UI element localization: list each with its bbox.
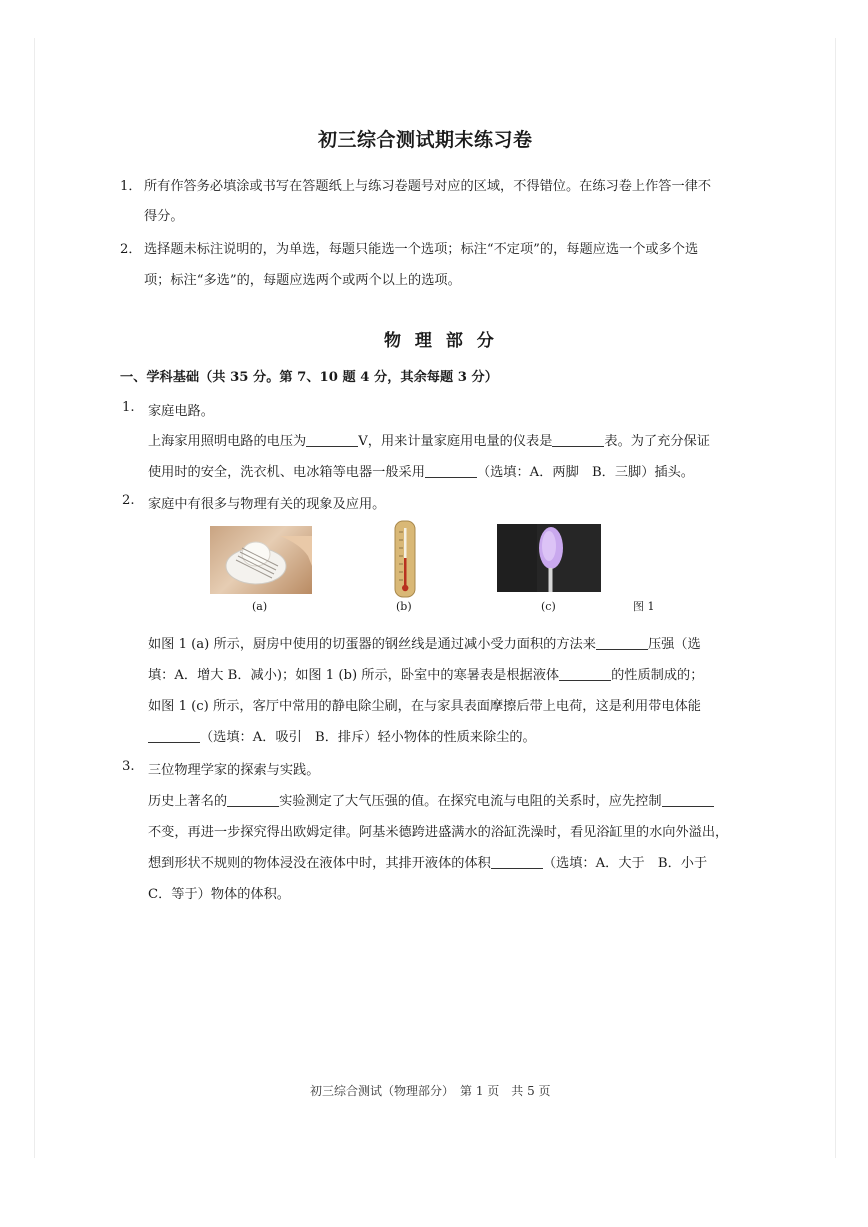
q1-text: （选填：A．两脚 B．三脚）插头。 [476,465,694,480]
note-2-line-2: 项；标注“多选”的，每题应选两个或两个以上的选项。 [144,273,461,288]
question-1-title: 家庭电路。 [148,404,214,419]
q2-text: 压强（选 [647,637,701,652]
question-3-line-1 [148,790,714,809]
dust-brush-photo [497,524,601,592]
question-2-line-4 [148,726,536,745]
q3-text: 想到形状不规则的物体浸没在液体中时，其排开液体的体积 [148,856,491,871]
question-1-number: 1. [122,400,135,415]
section-title: 物 理 部 分 [384,331,494,351]
question-2-number: 2. [122,493,135,508]
figure-label: 图 1 [633,600,655,613]
note-1-number: 1． [120,179,142,194]
question-3-title: 三位物理学家的探索与实践。 [148,763,320,778]
q1-text: 表。为了充分保证 [604,434,710,449]
page-footer: 初三综合测试（物理部分） 第 1 页 共 5 页 [310,1084,551,1098]
note-1-line-1: 所有作答务必填涂或书写在答题纸上与练习卷题号对应的区域，不得错位。在练习卷上作答一律不 [144,179,712,194]
note-2-number: 2． [120,242,142,257]
egg-slicer-photo [210,526,312,594]
caption-c: (c) [541,600,556,613]
answer-blank[interactable] [148,728,200,743]
q2-text: 的性质制成的； [611,668,704,683]
caption-b: (b) [396,600,412,613]
answer-blank[interactable] [491,854,543,869]
question-3-line-2: 不变，再进一步探究得出欧姆定律。阿基米德跨进盛满水的浴缸洗澡时，看见浴缸里的水向外溢出， [148,825,729,840]
question-2-line-3: 如图 1 (c) 所示，客厅中常用的静电除尘刷，在与家具表面摩擦后带上电荷，这是利用带电体能 [148,699,701,714]
question-2-title: 家庭中有很多与物理有关的现象及应用。 [148,497,386,512]
answer-blank[interactable] [227,792,279,807]
q1-text: V，用来计量家庭用电量的仪表是 [358,434,553,449]
page-frame [34,38,836,1158]
answer-blank[interactable] [596,635,648,650]
q2-text: 填：A．增大 B．减小)；如图 1 (b) 所示，卧室中的寒暑表是根据液体 [148,668,560,683]
q3-text: （选填：A．大于 B．小于 [542,856,708,871]
page-title: 初三综合测试期末练习卷 [318,129,533,151]
question-1-line-1 [148,430,710,449]
note-2-line-1: 选择题未标注说明的，为单选，每题只能选一个选项；标注“不定项”的，每题应选一个或多个选 [144,242,699,257]
q2-text: 如图 1 (a) 所示，厨房中使用的切蛋器的钢丝线是通过减小受力面积的方法来 [148,637,596,652]
answer-blank[interactable] [662,792,714,807]
answer-blank[interactable] [425,463,477,478]
q3-text: 历史上著名的 [148,794,228,809]
q1-text: 使用时的安全，洗衣机、电冰箱等电器一般采用 [148,465,425,480]
question-3-number: 3. [122,759,135,774]
q1-text: 上海家用照明电路的电压为 [148,434,307,449]
caption-a: (a) [252,600,268,613]
thermometer-photo [394,520,416,598]
part-heading: 一、学科基础（共 35 分。第 7、10 题 4 分，其余每题 3 分） [120,370,498,385]
q2-text: （选填：A．吸引 B．排斥）轻小物体的性质来除尘的。 [200,730,536,745]
question-1-line-2 [148,461,694,480]
answer-blank[interactable] [306,432,358,447]
question-2-line-2 [148,664,703,683]
question-3-line-3 [148,852,707,871]
note-1-line-2: 得分。 [144,209,184,224]
question-3-line-4: C．等于）物体的体积。 [148,887,290,902]
answer-blank[interactable] [552,432,604,447]
q3-text: 实验测定了大气压强的值。在探究电流与电阻的关系时，应先控制 [279,794,662,809]
answer-blank[interactable] [559,666,611,681]
question-2-line-1 [148,633,701,652]
